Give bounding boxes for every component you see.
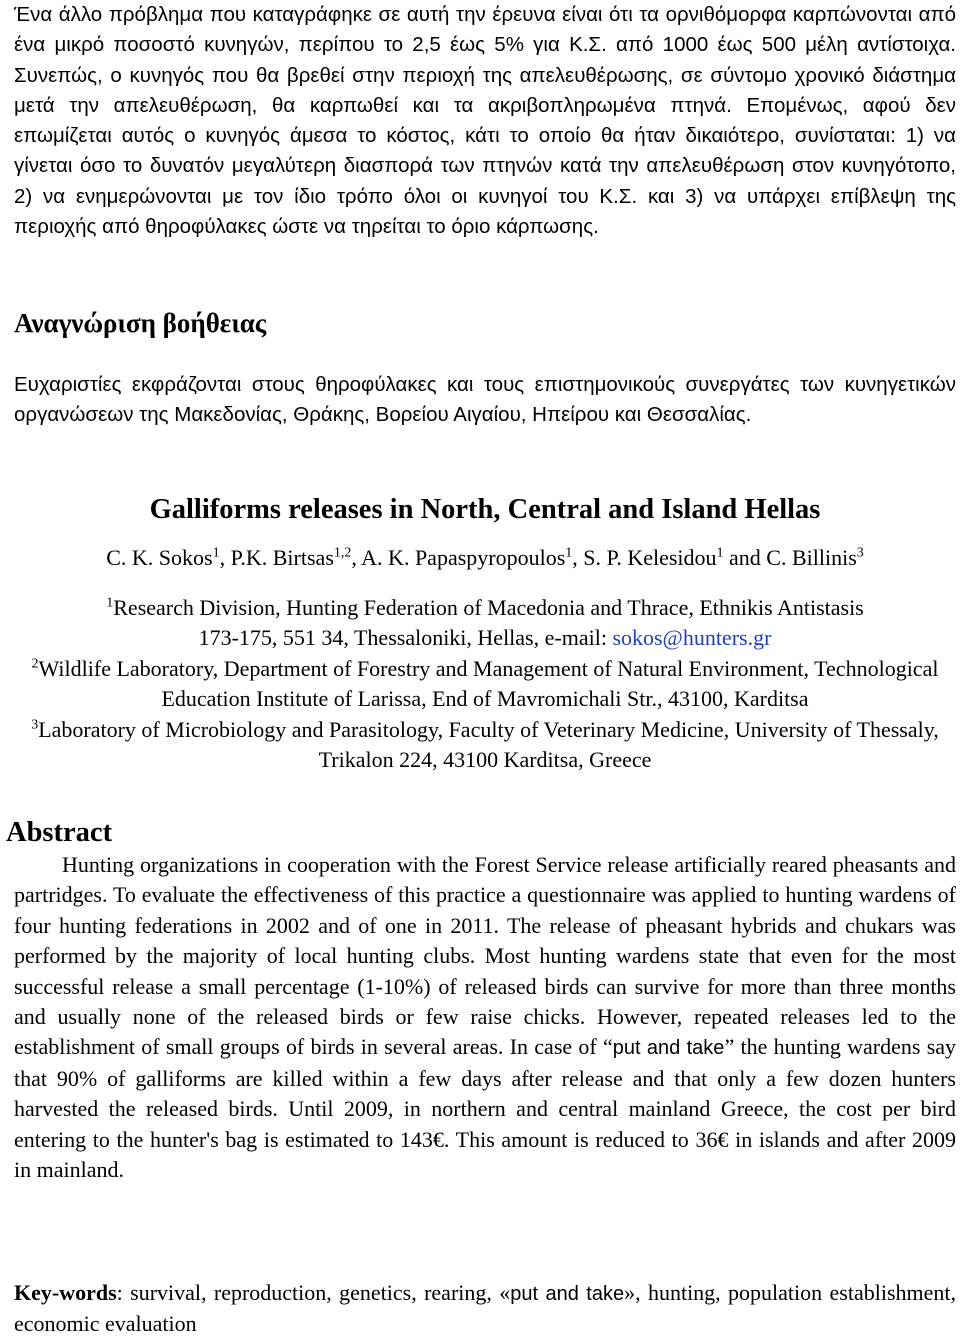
abstract-heading: Abstract — [6, 817, 113, 848]
put-and-take-phrase: put and take — [510, 1283, 625, 1305]
keywords — [14, 1278, 956, 1340]
affiliation-text: 173-175, 551 34, Thessaloniki, Hellas, e-mail: — [198, 625, 613, 651]
author-affiliation-mark: 1 — [716, 545, 724, 561]
acknowledgement-text: Ευχαριστίες εκφράζονται στους θηροφύλακες και τους επιστημονικούς συνεργάτες των κυνηγετικών οργανώσεων της Μακεδονίας, Θράκης, Βορείου Αιγαίου, Ηπείρου και Θεσσαλίας. — [14, 373, 956, 427]
author-affiliation-mark: 1 — [212, 545, 220, 561]
affiliation-number: 2 — [31, 656, 39, 672]
paper-title: Galliforms releases in North, Central and Island Hellas — [149, 494, 821, 525]
acknowledgement-heading: Αναγνώριση βοήθειας — [14, 308, 267, 338]
keywords-text: : survival, reproduction, genetics, rearing, « — [116, 1280, 511, 1305]
greek-paragraph: Ένα άλλο πρόβλημα που καταγράφηκε σε αυτή την έρευνα είναι ότι τα ορνιθόμορφα καρπώνονται από ένα μικρό ποσοστό κυνηγών, περίπου το 2,5 έως 5% για Κ.Σ. από 1000 έως 500 μέλη αντίστοιχα. Συνεπώς, ο κυνηγός που θα βρεθεί στην περιοχή της απελευθέρωσης, σε σύντομο χρονικό διάστημα μετά την απελευθέρωση, θα καρπωθεί και τα ακριβοπληρωμένα πτηνά. Επομένως, αφού δεν επωμίζεται αυτός ο κυνηγός άμεσα το κόστος, κάτι το οποίο θα ήταν δικαιότερο, συνίσταται: 1) να γίνεται όσο το δυνατόν μεγαλύτερη διασπορά των πτηνών κατά την απελευθέρωση στον κυνηγότοπο, 2) να ενημερώνονται με τον ίδιο τρόπο όλοι οι κυνηγοί του Κ.Σ. και 3) να υπάρχει επίβλεψη της περιοχής από θηροφύλακες ώστε να τηρείται το όριο κάρπωσης. — [14, 3, 956, 239]
author-affiliation-mark: 3 — [856, 545, 864, 561]
author-name: C. K. Sokos — [106, 545, 213, 570]
affiliation-2 — [14, 654, 956, 715]
author-list — [14, 543, 956, 573]
author-name: C. Billinis — [766, 545, 857, 570]
affiliation-number: 3 — [31, 717, 39, 733]
author-name: P.K. Birtsas — [230, 545, 334, 570]
author-affiliation-mark: 1,2 — [333, 545, 352, 561]
put-and-take-phrase: put and take — [612, 1037, 725, 1060]
affiliation-1 — [14, 593, 956, 654]
affiliation-3 — [14, 715, 956, 776]
abstract-part: Hunting organizations in cooperation with the Forest Service release artificially reared pheasants and partridges. To evaluate the effectiveness of this practice a questionnaire was applied to hunting wardens of four hunting federations in 2002 and of one in 2011. The release of pheasant hybrids and chukars was performed by the majority of local hunting clubs. Most hunting wardens state that even for the most successful release a small percentage (1-10%) of released birds can survive for more than three months and usually none of the released birds or few raise chicks. However, repeated releases led to the establishment of small groups of birds in several areas. In case of “ — [14, 852, 956, 1060]
keywords-text: », hunting, population establishment, economic evaluation — [14, 1280, 956, 1337]
author-affiliation-mark: 1 — [565, 545, 573, 561]
author-name: S. P. Kelesidou — [583, 545, 717, 570]
abstract-part: ” the hunting wardens say that 90% of galliforms are killed within a few days after release and that only a few dozen hunters harvested the released birds. Until 2009, in northern and central mainland Greece, the cost per bird entering to the hunter's bag is estimated to 143€. This amount is reduced to 36€ in islands and after 2009 in mainland. — [14, 1034, 957, 1183]
author-separator: , — [351, 545, 362, 570]
abstract-text — [14, 850, 956, 1185]
affiliation-text: Wildlife Laboratory, Department of Forestry and Management of Natural Environment, Technological Education Institute of Larissa, End of Mavromichali Str., 43100, Karditsa — [38, 656, 939, 712]
email-link[interactable]: sokos@hunters.gr — [612, 625, 772, 651]
keywords-label: Key-words — [14, 1280, 117, 1305]
author-separator: , — [572, 545, 584, 570]
author-separator: , — [219, 545, 231, 570]
author-separator: and — [723, 545, 767, 570]
author-name: A. K. Papaspyropoulos — [361, 545, 566, 570]
affiliation-text: Research Division, Hunting Federation of Macedonia and Thrace, Ethnikis Antistasis — [113, 595, 864, 620]
affiliation-number: 1 — [106, 595, 114, 611]
affiliation-text: Laboratory of Microbiology and Parasitology, Faculty of Veterinary Medicine, University of Thessaly, Trikalon 224, 43100 Karditsa, Greece — [38, 717, 939, 773]
